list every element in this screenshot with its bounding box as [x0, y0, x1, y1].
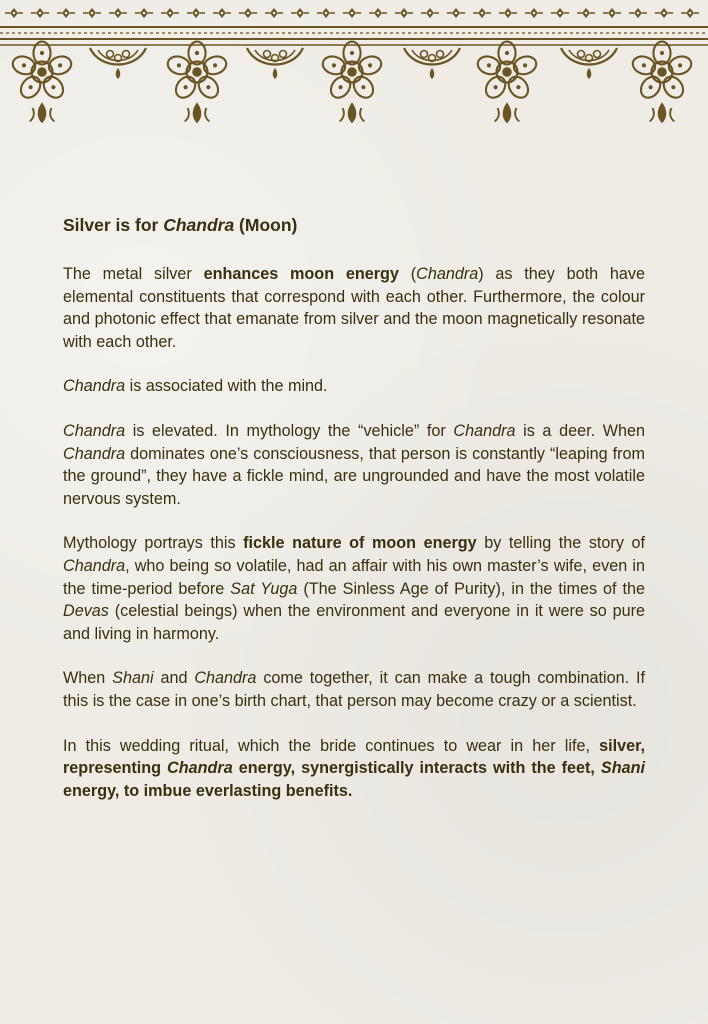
paragraph-wedding-ritual: In this wedding ritual, which the bride continues to wear in her life, silver, representing Chandra energy, synergistically interacts with the feet, Shani energy, to imbue everlasting benefits. [63, 736, 645, 800]
paragraph-chandra-mind: Chandra is associated with the mind. [63, 377, 328, 396]
arrow-pattern-row [5, 8, 699, 18]
mehndi-border-ornament [0, 0, 708, 140]
paragraph-shani-chandra: When Shani and Chandra come together, it can make a tough combination. If this is the case in one’s birth chart, that person may become crazy or a scientist. [63, 669, 645, 710]
paragraph-chandra-elevated: Chandra is elevated. In mythology the “vehicle” for Chandra is a deer. When Chandra dominates one’s consciousness, that person is constantly “leaping from the ground”, they have a fickle mind, are ungrounded and have the most volatile nervous system. [63, 421, 645, 508]
article-body [63, 213, 645, 824]
paragraph-silver-moon-energy: The metal silver enhances moon energy (Chandra) as they both have elemental constituents that correspond with each other. Furthermore, the colour and photonic effect that emanate from silver and the moon magnetically resonate with each other. [63, 265, 646, 351]
section-heading: Silver is for Chandra (Moon) [63, 215, 298, 235]
paragraph-mythology: Mythology portrays this fickle nature of moon energy by telling the story of Chandra, who being so volatile, had an affair with his own master’s wife, even in the time-period before Sat Yuga (The Sinless Age of Purity), in the times of the Devas (celestial beings) when the environment and everyone in it were so pure and living in harmony. [63, 534, 645, 643]
